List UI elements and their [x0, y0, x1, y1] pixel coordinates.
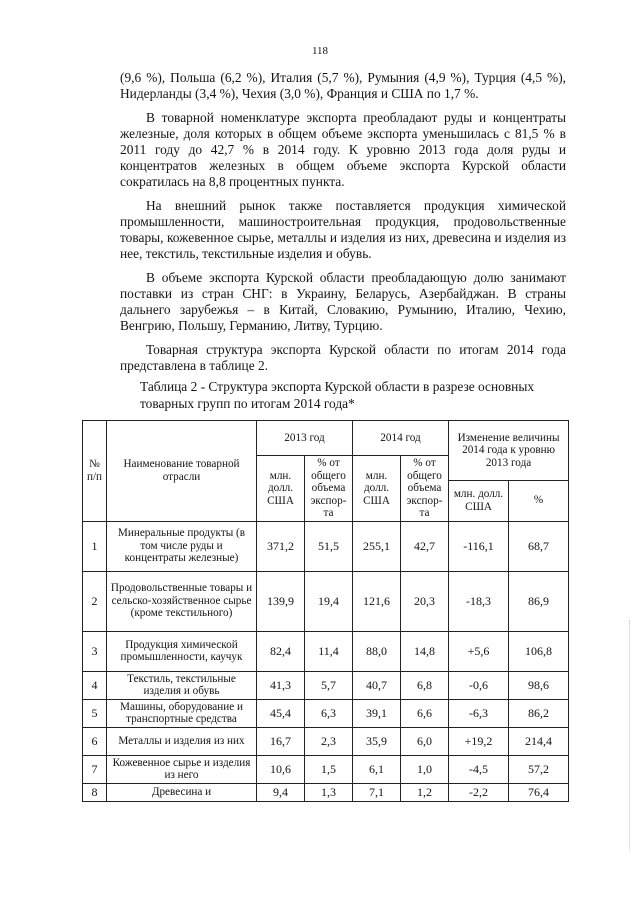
table-row — [83, 755, 569, 783]
cell-num: 4 — [83, 671, 107, 699]
cell-v2014: 121,6 — [353, 571, 401, 631]
cell-num: 6 — [83, 727, 107, 755]
cell-s2013: 2,3 — [305, 727, 353, 755]
col-header-change: Изменение величины 2014 года к уровню 2013 года — [449, 421, 569, 481]
cell-dabs: -4,5 — [449, 755, 509, 783]
cell-v2014: 35,9 — [353, 727, 401, 755]
cell-s2013: 19,4 — [305, 571, 353, 631]
col-header-change-pct: % — [509, 480, 569, 521]
cell-dpct: 98,6 — [509, 671, 569, 699]
cell-num: 1 — [83, 521, 107, 571]
cell-v2014: 40,7 — [353, 671, 401, 699]
table-body — [83, 521, 569, 801]
table-row — [83, 521, 569, 571]
paragraph: В объеме экспорта Курской области преобладающую долю занимают поставки из стран СНГ: в Украину, Беларусь, Азербайджан. В страны дальнего зарубежья – в Китай, Словакию, Румынию, Италию, Чехию, Венгрию, Польшу, Германию, Литву, Турцию. — [120, 270, 566, 333]
cell-s2014: 14,8 — [401, 631, 449, 671]
cell-dabs: -116,1 — [449, 521, 509, 571]
paragraph: Товарная структура экспорта Курской области по итогам 2014 года представлена в таблице 2. — [120, 342, 566, 373]
col-header-2014: 2014 год — [353, 421, 449, 456]
cell-dpct: 76,4 — [509, 783, 569, 801]
cell-num: 5 — [83, 699, 107, 727]
cell-num: 8 — [83, 783, 107, 801]
cell-dabs: -18,3 — [449, 571, 509, 631]
cell-num: 7 — [83, 755, 107, 783]
cell-s2013: 51,5 — [305, 521, 353, 571]
export-structure-table — [82, 420, 569, 802]
cell-name: Продукция химической промышленности, каучук — [107, 631, 257, 671]
cell-s2014: 1,0 — [401, 755, 449, 783]
cell-s2014: 1,2 — [401, 783, 449, 801]
table-row — [83, 671, 569, 699]
col-header-change-mln: млн. долл. США — [449, 480, 509, 521]
cell-dabs: -2,2 — [449, 783, 509, 801]
cell-s2013: 1,5 — [305, 755, 353, 783]
col-header-name: Наименование товарной отрасли — [107, 421, 257, 522]
cell-dpct: 57,2 — [509, 755, 569, 783]
cell-name: Металлы и изделия из них — [107, 727, 257, 755]
cell-v2013: 139,9 — [257, 571, 305, 631]
cell-dpct: 214,4 — [509, 727, 569, 755]
cell-s2014: 6,0 — [401, 727, 449, 755]
cell-s2014: 6,6 — [401, 699, 449, 727]
cell-num: 3 — [83, 631, 107, 671]
body-text — [120, 70, 566, 382]
cell-v2013: 45,4 — [257, 699, 305, 727]
table-row — [83, 631, 569, 671]
cell-v2013: 10,6 — [257, 755, 305, 783]
cell-v2014: 39,1 — [353, 699, 401, 727]
cell-v2013: 9,4 — [257, 783, 305, 801]
cell-s2014: 42,7 — [401, 521, 449, 571]
cell-dpct: 106,8 — [509, 631, 569, 671]
col-header-mln-2014: млн. долл. США — [353, 456, 401, 522]
paragraph: (9,6 %), Польша (6,2 %), Италия (5,7 %), Румыния (4,9 %), Турция (4,5 %), Нидерланды (3,4 %), Чехия (3,0 %), Франция и США по 1,7 %. — [120, 70, 566, 101]
cell-name: Минеральные продукты (в том числе руды и концентраты железные) — [107, 521, 257, 571]
cell-dpct: 86,9 — [509, 571, 569, 631]
cell-name: Кожевенное сырье и изделия из него — [107, 755, 257, 783]
cell-v2014: 255,1 — [353, 521, 401, 571]
table-row — [83, 699, 569, 727]
cell-dabs: -6,3 — [449, 699, 509, 727]
cell-s2014: 20,3 — [401, 571, 449, 631]
cell-s2013: 5,7 — [305, 671, 353, 699]
col-header-share-2013: % от общего объема экспор-та — [305, 456, 353, 522]
cell-v2013: 371,2 — [257, 521, 305, 571]
col-header-2013: 2013 год — [257, 421, 353, 456]
table-row — [83, 727, 569, 755]
cell-v2014: 88,0 — [353, 631, 401, 671]
scan-edge — [629, 620, 638, 850]
paragraph: В товарной номенклатуре экспорта преобладают руды и концентраты железные, доля которых в общем объеме экспорта уменьшилась с 81,5 % в 2011 году до 42,7 % в 2014 году. К уровню 2013 года доля руды и концентратов железных в общем объеме экспорта Курской области сократилась на 8,8 процентных пункта. — [120, 110, 566, 189]
table-caption: Таблица 2 - Структура экспорта Курской области в разрезе основных товарных групп по итогам 2014 года* — [140, 379, 535, 411]
cell-dabs: +19,2 — [449, 727, 509, 755]
cell-num: 2 — [83, 571, 107, 631]
cell-s2014: 6,8 — [401, 671, 449, 699]
page-number: 118 — [311, 45, 329, 57]
cell-name: Машины, оборудование и транспортные средства — [107, 699, 257, 727]
cell-v2013: 82,4 — [257, 631, 305, 671]
cell-v2013: 41,3 — [257, 671, 305, 699]
cell-name: Древесина и — [107, 783, 257, 801]
cell-name: Продовольственные товары и сельско-хозяйственное сырье (кроме текстильного) — [107, 571, 257, 631]
cell-dpct: 68,7 — [509, 521, 569, 571]
cell-dpct: 86,2 — [509, 699, 569, 727]
cell-s2013: 1,3 — [305, 783, 353, 801]
cell-v2014: 7,1 — [353, 783, 401, 801]
cell-dabs: +5,6 — [449, 631, 509, 671]
paragraph: На внешний рынок также поставляется продукция химической промышленности, машиностроительная продукция, продовольственные товары, кожевенное сырье, металлы и изделия из них, древесина и изделия из нее, текстиль, текстильные изделия и обувь. — [120, 198, 566, 261]
cell-s2013: 11,4 — [305, 631, 353, 671]
table-row — [83, 571, 569, 631]
col-header-num: № п/п — [83, 421, 107, 522]
table-row — [83, 783, 569, 801]
col-header-mln-2013: млн. долл. США — [257, 456, 305, 522]
cell-v2013: 16,7 — [257, 727, 305, 755]
cell-dabs: -0,6 — [449, 671, 509, 699]
col-header-share-2014: % от общего объема экспор-та — [401, 456, 449, 522]
cell-s2013: 6,3 — [305, 699, 353, 727]
cell-v2014: 6,1 — [353, 755, 401, 783]
cell-name: Текстиль, текстильные изделия и обувь — [107, 671, 257, 699]
